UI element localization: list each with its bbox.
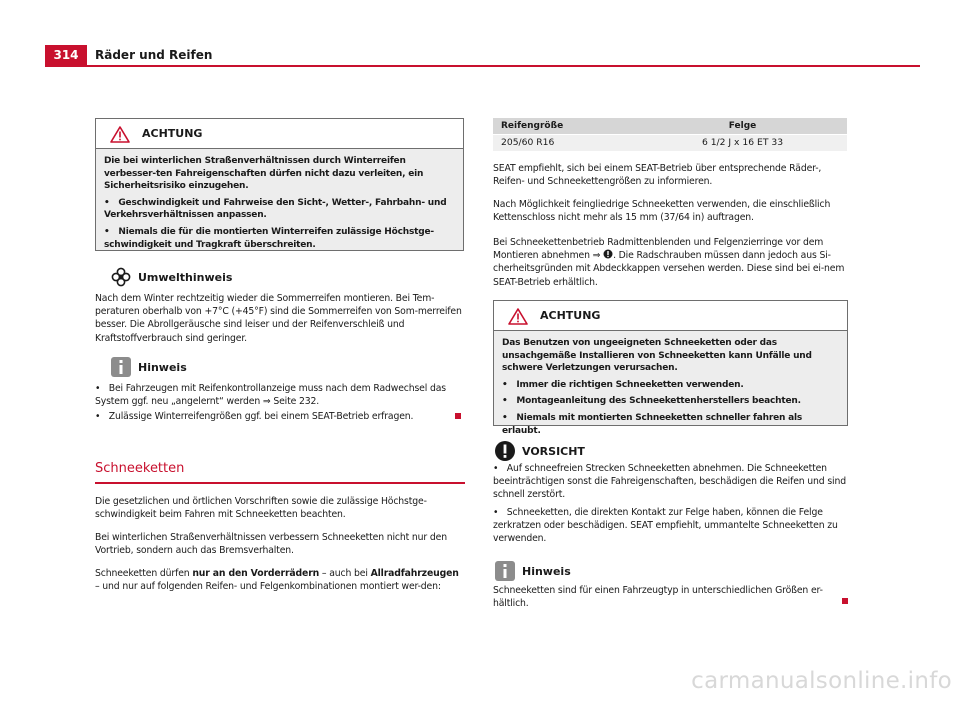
- paragraph: Nach Möglichkeit feingliedrige Schneeketten verwenden, die einschließlich Kettenschloss nicht mehr als 15 mm (37/64 in) auftragen.: [493, 199, 831, 224]
- page-header: [0, 45, 960, 65]
- warning-body: [494, 331, 847, 436]
- note-item: • Bei Fahrzeugen mit Reifenkontrollanzeige muss nach dem Radwechsel das System ggf. neu „angelernt“ werden ⇒ Seite 232.: [95, 383, 446, 408]
- warning-box-winter: [95, 118, 464, 251]
- caution-ref-icon: [603, 249, 613, 259]
- note-label: Hinweis: [138, 361, 187, 374]
- paragraph: Bei winterlichen Straßenverhältnissen verbessern Schneeketten nicht nur den Vortrieb, sondern auch das Bremsverhalten.: [95, 532, 447, 557]
- warning-item: • Niemals die für die montierten Winterreifen zulässige Höchstge-schwindigkeit und Tragkraft überschreiten.: [104, 226, 434, 250]
- warning-triangle-icon: [508, 308, 528, 325]
- paragraph: Schneeketten dürfen nur an den Vorderrädern – auch bei Allradfahrzeugen – und nur auf folgenden Reifen- und Felgenkombinationen montiert wer-den:: [95, 568, 459, 593]
- paragraph: Die gesetzlichen und örtlichen Vorschriften sowie die zulässige Höchstge-schwindigkeit beim Fahren mit Schneeketten beachten.: [95, 496, 427, 521]
- env-note-text: Nach dem Winter rechtzeitig wieder die Sommerreifen montieren. Bei Tem-peraturen oberhalb von +7°C (+45°F) sind die Sommerreifen von Som-merreifen besser. Die Abrollgeräusche sind leiser und der Reifenverschleiß und Kraftstoffverbrauch sind geringer.: [95, 293, 462, 344]
- table-header: Felge: [638, 118, 847, 134]
- caution-label: VORSICHT: [522, 445, 585, 458]
- warning-header: [494, 301, 847, 331]
- chain-size-table: [493, 118, 847, 151]
- warning-triangle-icon: [110, 126, 130, 143]
- warning-header: [96, 119, 463, 149]
- chapter-title: Räder und Reifen: [95, 48, 213, 62]
- table-header-row: [493, 118, 847, 134]
- note-text: Schneeketten sind für einen Fahrzeugtyp in unterschiedlichen Größen er-hältlich.: [493, 585, 823, 610]
- section-rule: [95, 482, 465, 484]
- caution-item: • Schneeketten, die direkten Kontakt zur Felge haben, können die Felge zerkratzen oder beschädigen. SEAT empfiehlt, ummantelte Schneeketten zu verwenden.: [493, 507, 838, 545]
- page-number: 314: [45, 45, 87, 65]
- environment-flower-icon: [110, 266, 132, 288]
- warning-item: • Immer die richtigen Schneeketten verwenden.: [502, 379, 744, 390]
- warning-label: ACHTUNG: [142, 127, 203, 140]
- warning-item: • Geschwindigkeit und Fahrweise den Sicht-, Wetter-, Fahrbahn- und Verkehrsverhältnissen anpassen.: [104, 197, 447, 221]
- end-of-section-square-icon: [455, 413, 461, 419]
- warning-body: [96, 149, 463, 250]
- end-of-section-square-icon: [842, 598, 848, 604]
- table-row: [493, 134, 847, 151]
- section-title: Schneeketten: [95, 461, 185, 476]
- info-note-icon: [494, 560, 516, 582]
- table-header: Reifengröße: [493, 118, 638, 134]
- warning-text: Die bei winterlichen Straßenverhältnissen durch Winterreifen verbesser-ten Fahreigenschaften dürfen nicht dazu verleiten, ein Sicherheitsrisiko einzugehen.: [104, 156, 424, 192]
- warning-label: ACHTUNG: [540, 309, 601, 322]
- header-rule: [45, 65, 920, 67]
- warning-box-chains: [493, 300, 848, 436]
- note-item: • Zulässige Winterreifengrößen ggf. bei einem SEAT-Betrieb erfragen.: [95, 411, 414, 422]
- note-label: Hinweis: [522, 565, 571, 578]
- paragraph: Bei Schneekettenbetrieb Radmittenblenden und Felgenzierringe vor dem Montieren abnehmen ⇒ . Die Radschrauben müssen dann jedoch aus Si-cherheitsgründen mit Abdeckkappen versehen werden. Diese sind bei ei-nem SEAT-Betrieb erhältlich.: [493, 237, 845, 288]
- table-cell: 205/60 R16: [493, 134, 638, 151]
- watermark: carmanualsonline.info: [691, 668, 952, 694]
- caution-item: • Auf schneefreien Strecken Schneeketten abnehmen. Die Schneeketten beeinträchtigen sonst die Fahreigenschaften, beschädigen die Reifen und sind schnell zerstört.: [493, 463, 846, 501]
- warning-text: Das Benutzen von ungeeigneten Schneeketten oder das unsachgemäße Installieren von Schneeketten kann Unfälle und schwere Verletzungen verursachen.: [502, 338, 812, 374]
- paragraph: SEAT empfiehlt, sich bei einem SEAT-Betrieb über entsprechende Räder-, Reifen- und Schneekettengrößen zu informieren.: [493, 163, 822, 188]
- warning-item: • Montageanleitung des Schneekettenherstellers beachten.: [502, 396, 801, 407]
- table-cell: 6 1/2 J x 16 ET 33: [638, 134, 847, 151]
- warning-item: • Niemals mit montierten Schneeketten schneller fahren als erlaubt.: [502, 412, 803, 436]
- caution-exclamation-icon: [494, 440, 516, 462]
- info-note-icon: [110, 356, 132, 378]
- env-note-label: Umwelthinweis: [138, 271, 233, 284]
